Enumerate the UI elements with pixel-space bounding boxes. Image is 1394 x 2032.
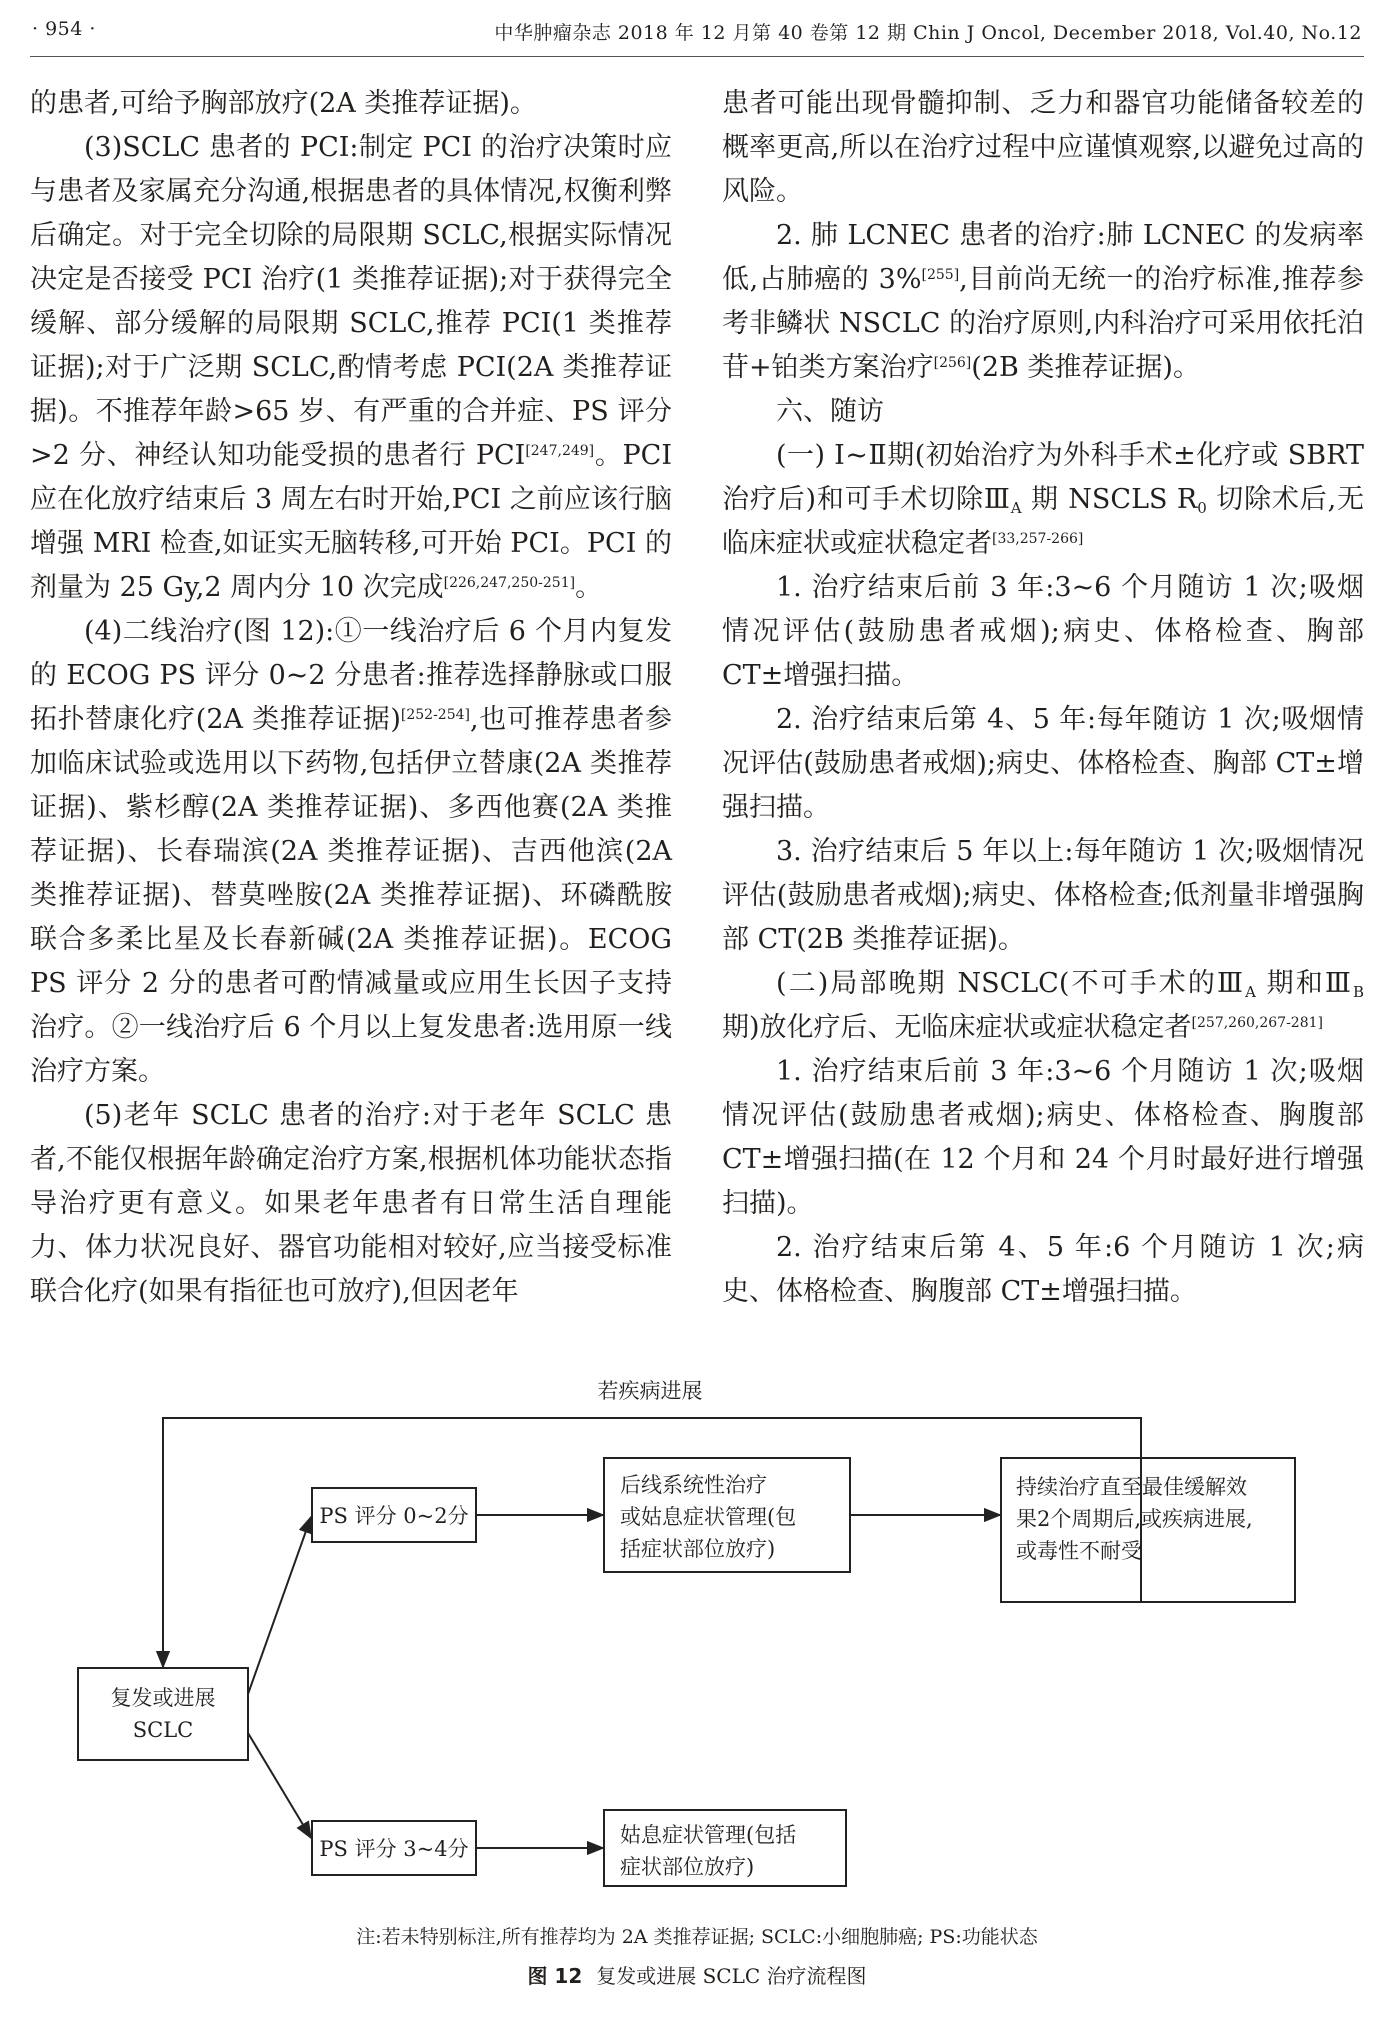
citation: [255] — [921, 267, 960, 283]
paragraph-pci: (3)SCLC 患者的 PCI:制定 PCI 的治疗决策时应与患者及家属充分沟通,根据患者的具体情况,权衡利弊后确定。对于完全切除的局限期 SCLC,根据实际情况决定是否接受 PCI 治疗(1 类推荐证据);对于获得完全缓解、部分缓解的局限期 SCLC,推荐 PCI(1 类推荐证据);对于广泛期 SCLC,酌情考虑 PCI(2A 类推荐证据)。不推荐年龄>65 岁、有严重的合并症、PS 评分>2 分、神经认知功能受损的患者行 PCI[247,249]。PCI 应在化放疗结束后 3 周左右时开始,PCI 之前应该行脑增强 MRI 检查,如证实无脑转移,可开始 PCI。PCI 的剂量为 25 Gy,2 周内分 10 次完成[226,247,250-251]。 — [30, 132, 672, 603]
paragraph-second-line: (4)二线治疗(图 12):①一线治疗后 6 个月内复发的 ECOG PS 评分 0~2 分患者:推荐选择静脉或口服拓扑替康化疗(2A 类推荐证据)[252-254],也可推荐患者参加临床试验或选用以下药物,包括伊立替康(2A 类推荐证据)、紫杉醇(2A 类推荐证据)、多西他赛(2A 类推荐证据)、长春瑞滨(2A 类推荐证据)、吉西他滨(2A 类推荐证据)、替莫唑胺(2A 类推荐证据)、环磷酰胺联合多柔比星及长春新碱(2A 类推荐证据)。ECOG PS 评分 2 分的患者可酌情减量或应用生长因子支持治疗。②一线治疗后 6 个月以上复发患者:选用原一线治疗方案。 — [30, 616, 672, 1087]
paragraph-elderly: (5)老年 SCLC 患者的治疗:对于老年 SCLC 患者,不能仅根据年龄确定治疗方案,根据机体功能状态指导治疗更有意义。如果老年患者有日常生活自理能力、体力状况良好、器官功能相对较好,应当接受标准联合化疗(如果有指征也可放疗),但因老年 — [30, 1100, 672, 1307]
list-item: 1. 治疗结束后前 3 年:3~6 个月随访 1 次;吸烟情况评估(鼓励患者戒烟);病史、体格检查、胸腹部 CT±增强扫描(在 12 个月和 24 个月时最好进行增强扫描)。 — [722, 1056, 1364, 1219]
progress-label: 若疾病进展 — [597, 1379, 703, 1403]
right-column — [722, 82, 1364, 1314]
figure-note: 注:若未特别标注,所有推荐均为 2A 类推荐证据; SCLC:小细胞肺癌; PS:功能状态 — [356, 1926, 1038, 1948]
section-heading: 六、随访 — [776, 396, 884, 427]
citation: [257,260,267-281] — [1191, 1015, 1323, 1031]
paragraph: 的患者,可给予胸部放疗(2A 类推荐证据)。 — [30, 88, 537, 119]
ps-good-label: PS 评分 0~2分 — [319, 1504, 469, 1528]
figure-title: 复发或进展 SCLC 治疗流程图 — [596, 1964, 867, 1988]
list-item: 1. 治疗结束后前 3 年:3~6 个月随访 1 次;吸烟情况评估(鼓励患者戒烟);病史、体格检查、胸部 CT±增强扫描。 — [722, 572, 1364, 691]
citation: [252-254] — [400, 707, 470, 723]
later-line-3: 括症状部位放疗) — [620, 1537, 776, 1561]
left-column — [30, 82, 672, 1314]
palliative-line-2: 症状部位放疗) — [620, 1855, 755, 1879]
ps-poor-label: PS 评分 3~4分 — [319, 1837, 469, 1861]
header-rule — [30, 56, 1364, 57]
citation: [256] — [933, 355, 972, 371]
continue-line-2: 果2个周期后,或疾病进展, — [1016, 1507, 1253, 1531]
arrow — [248, 1733, 311, 1838]
node-start — [78, 1668, 248, 1760]
continue-line-1: 持续治疗直至最佳缓解效 — [1016, 1475, 1247, 1499]
paragraph: 患者可能出现骨髓抑制、乏力和器官功能储备较差的概率更高,所以在治疗过程中应谨慎观察,以避免过高的风险。 — [722, 88, 1364, 207]
start-line-1: 复发或进展 — [110, 1686, 216, 1710]
list-item: 2. 治疗结束后第 4、5 年:每年随访 1 次;吸烟情况评估(鼓励患者戒烟);病史、体格检查、胸部 CT±增强扫描。 — [722, 704, 1364, 823]
figure-number: 图 12 — [527, 1964, 583, 1988]
list-item: 3. 治疗结束后 5 年以上:每年随访 1 次;吸烟情况评估(鼓励患者戒烟);病史、体格检查;低剂量非增强胸部 CT(2B 类推荐证据)。 — [722, 836, 1364, 955]
start-line-2: SCLC — [132, 1718, 194, 1742]
citation: [33,257-266] — [992, 531, 1084, 547]
flowchart — [0, 1372, 1394, 1914]
palliative-line-1: 姑息症状管理(包括 — [620, 1823, 797, 1847]
list-item: 2. 治疗结束后第 4、5 年:6 个月随访 1 次;病史、体格检查、胸腹部 CT±增强扫描。 — [722, 1232, 1364, 1307]
later-line-2: 或姑息症状管理(包 — [620, 1505, 797, 1529]
later-line-1: 后线系统性治疗 — [620, 1473, 767, 1497]
paragraph-lcnec: 2. 肺 LCNEC 患者的治疗:肺 LCNEC 的发病率低,占肺癌的 3%[255],目前尚无统一的治疗标准,推荐参考非鳞状 NSCLC 的治疗原则,内科治疗可采用依托泊苷+铂类方案治疗[256](2B 类推荐证据)。 — [722, 220, 1364, 383]
citation: [226,247,250-251] — [443, 575, 576, 591]
subsection-heading: (一) Ⅰ~Ⅱ期(初始治疗为外科手术±化疗或 SBRT 治疗后)和可手术切除$Ⅲ_A$ 期 NSCLS $R_0$ 切除术后,无临床症状或症状稳定者[33,257-266] — [722, 440, 1364, 559]
continue-line-3: 或毒性不耐受 — [1016, 1539, 1142, 1563]
arrow — [248, 1517, 311, 1694]
figure-caption — [0, 1960, 1394, 1989]
subsection-heading: (二)局部晚期 NSCLC(不可手术的$Ⅲ_A$ 期和$Ⅲ_B$ 期)放化疗后、无临床症状或症状稳定者[257,260,267-281] — [722, 968, 1365, 1043]
citation: [247,249] — [525, 443, 595, 459]
running-header: 中华肿瘤杂志 2018 年 12 月第 40 卷第 12 期 Chin J Oncol, December 2018, Vol.40, No.12 — [494, 22, 1362, 44]
page-number: · 954 · — [32, 18, 96, 40]
